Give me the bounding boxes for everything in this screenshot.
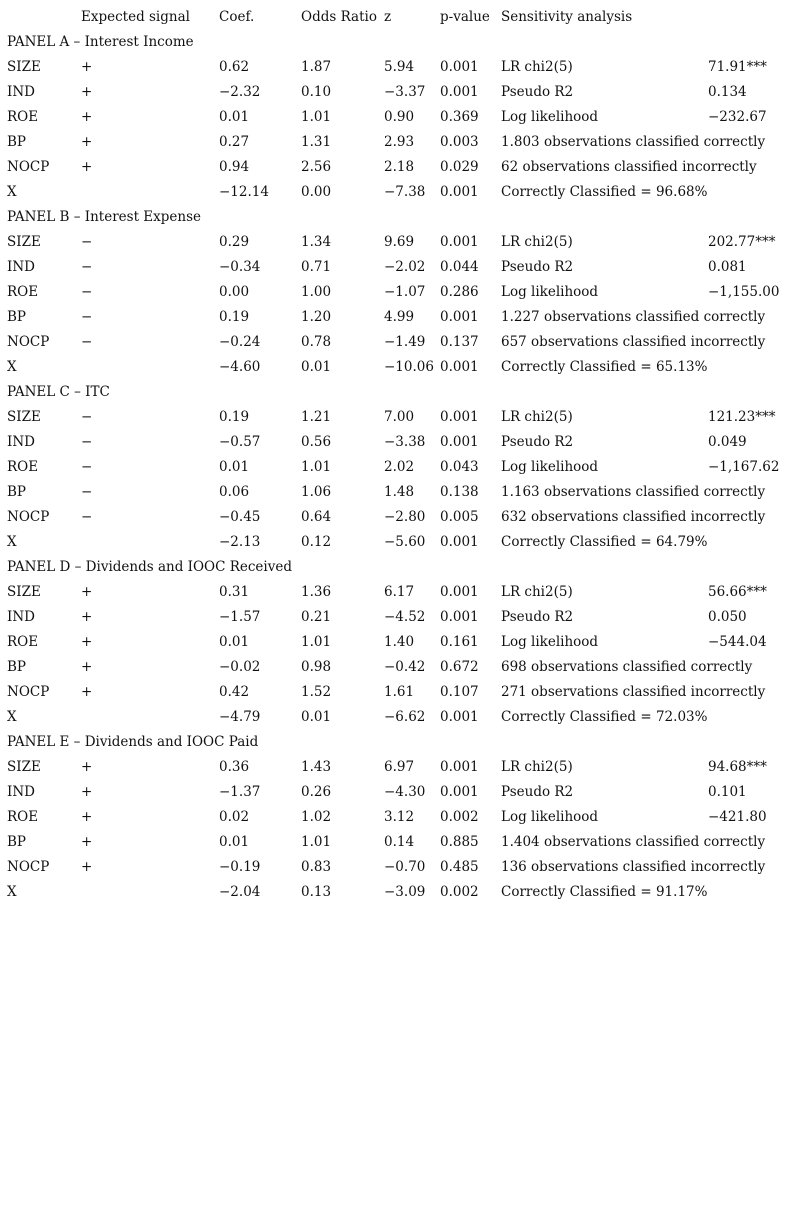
expected-signal-cell: −	[81, 259, 93, 275]
sensitivity-value-cell: −544.04	[708, 634, 767, 650]
variable-cell: IND	[7, 84, 35, 100]
p-value-cell: 0.369	[440, 109, 479, 125]
p-value-cell: 0.043	[440, 459, 479, 475]
sensitivity-label-cell: Log likelihood	[501, 634, 599, 650]
sensitivity-value-cell: 202.77***	[708, 234, 776, 250]
z-cell: −0.42	[384, 659, 426, 675]
odds-ratio-cell: 0.12	[301, 534, 332, 550]
header-z: z	[384, 9, 392, 25]
odds-ratio-cell: 0.01	[301, 709, 332, 725]
coef-cell: 0.62	[219, 59, 250, 75]
z-cell: 2.93	[384, 134, 415, 150]
sensitivity-label-cell: LR chi2(5)	[501, 59, 573, 75]
sensitivity-value-cell: −1,155.00	[708, 284, 780, 300]
panel-title-row	[0, 555, 786, 580]
expected-signal-cell: +	[81, 834, 93, 850]
p-value-cell: 0.001	[440, 609, 479, 625]
p-value-cell: 0.001	[440, 184, 479, 200]
header-sensitivity-analysis: Sensitivity analysis	[501, 9, 633, 25]
sensitivity-label-cell: 1.803 observations classified correctly	[501, 134, 766, 150]
p-value-cell: 0.001	[440, 359, 479, 375]
coef-cell: −1.37	[219, 784, 261, 800]
sensitivity-label-cell: Log likelihood	[501, 459, 599, 475]
expected-signal-cell: −	[81, 509, 93, 525]
variable-cell: BP	[7, 309, 27, 325]
expected-signal-cell: +	[81, 809, 93, 825]
p-value-cell: 0.001	[440, 584, 479, 600]
panel-title-row	[0, 380, 786, 405]
table-row	[0, 405, 786, 430]
p-value-cell: 0.001	[440, 409, 479, 425]
odds-ratio-cell: 1.02	[301, 809, 332, 825]
table-row	[0, 305, 786, 330]
expected-signal-cell: +	[81, 584, 93, 600]
expected-signal-cell: +	[81, 859, 93, 875]
table-row	[0, 105, 786, 130]
z-cell: 1.40	[384, 634, 415, 650]
sensitivity-label-cell: Pseudo R2	[501, 434, 574, 450]
expected-signal-cell: +	[81, 609, 93, 625]
sensitivity-value-cell: −1,167.62	[708, 459, 780, 475]
sensitivity-value-cell: 121.23***	[708, 409, 776, 425]
variable-cell: SIZE	[7, 584, 41, 600]
header-expected-signal: Expected signal	[81, 9, 190, 25]
odds-ratio-cell: 1.20	[301, 309, 332, 325]
z-cell: 9.69	[384, 234, 415, 250]
variable-cell: BP	[7, 659, 27, 675]
odds-ratio-cell: 1.52	[301, 684, 332, 700]
variable-cell: BP	[7, 834, 27, 850]
sensitivity-label-cell: 657 observations classified incorrectly	[501, 334, 766, 350]
variable-cell: IND	[7, 259, 35, 275]
odds-ratio-cell: 1.36	[301, 584, 332, 600]
coef-cell: 0.01	[219, 634, 250, 650]
coef-cell: 0.01	[219, 834, 250, 850]
z-cell: −1.07	[384, 284, 426, 300]
p-value-cell: 0.161	[440, 634, 479, 650]
odds-ratio-cell: 0.13	[301, 884, 332, 900]
p-value-cell: 0.138	[440, 484, 479, 500]
sensitivity-value-cell: 56.66***	[708, 584, 767, 600]
coef-cell: −0.24	[219, 334, 261, 350]
variable-cell: ROE	[7, 809, 39, 825]
table-row	[0, 80, 786, 105]
table-row	[0, 280, 786, 305]
z-cell: −0.70	[384, 859, 426, 875]
header-odds-ratio: Odds Ratio	[301, 9, 377, 25]
panel-title: PANEL B – Interest Expense	[7, 209, 202, 225]
table-row	[0, 455, 786, 480]
z-cell: −10.06	[384, 359, 434, 375]
coef-cell: −0.45	[219, 509, 261, 525]
table-row	[0, 430, 786, 455]
z-cell: −2.02	[384, 259, 426, 275]
odds-ratio-cell: 1.21	[301, 409, 332, 425]
p-value-cell: 0.044	[440, 259, 479, 275]
p-value-cell: 0.001	[440, 534, 479, 550]
coef-cell: −0.19	[219, 859, 261, 875]
odds-ratio-cell: 0.56	[301, 434, 332, 450]
z-cell: 6.17	[384, 584, 415, 600]
expected-signal-cell: +	[81, 784, 93, 800]
z-cell: −6.62	[384, 709, 426, 725]
sensitivity-value-cell: 94.68***	[708, 759, 767, 775]
sensitivity-value-cell: 0.050	[708, 609, 747, 625]
panel-title-row	[0, 30, 786, 55]
z-cell: 1.48	[384, 484, 415, 500]
panel-title: PANEL C – ITC	[7, 384, 110, 400]
coef-cell: −12.14	[219, 184, 269, 200]
expected-signal-cell: −	[81, 409, 93, 425]
expected-signal-cell: −	[81, 284, 93, 300]
coef-cell: 0.36	[219, 759, 250, 775]
sensitivity-value-cell: −232.67	[708, 109, 767, 125]
odds-ratio-cell: 1.01	[301, 109, 332, 125]
odds-ratio-cell: 0.78	[301, 334, 332, 350]
variable-cell: X	[7, 884, 17, 900]
variable-cell: BP	[7, 134, 27, 150]
p-value-cell: 0.001	[440, 434, 479, 450]
sensitivity-label-cell: Log likelihood	[501, 284, 599, 300]
p-value-cell: 0.286	[440, 284, 479, 300]
odds-ratio-cell: 0.01	[301, 359, 332, 375]
expected-signal-cell: +	[81, 159, 93, 175]
sensitivity-label-cell: 1.227 observations classified correctly	[501, 309, 766, 325]
variable-cell: SIZE	[7, 409, 41, 425]
p-value-cell: 0.001	[440, 759, 479, 775]
table-row	[0, 680, 786, 705]
sensitivity-label-cell: Correctly Classified = 91.17%	[501, 884, 708, 900]
panel-title-row	[0, 730, 786, 755]
p-value-cell: 0.885	[440, 834, 479, 850]
header-coef: Coef.	[219, 9, 255, 25]
sensitivity-label-cell: 1.404 observations classified correctly	[501, 834, 766, 850]
expected-signal-cell: +	[81, 109, 93, 125]
z-cell: 2.18	[384, 159, 415, 175]
coef-cell: 0.94	[219, 159, 250, 175]
sensitivity-value-cell: 71.91***	[708, 59, 767, 75]
coef-cell: −2.32	[219, 84, 261, 100]
variable-cell: IND	[7, 784, 35, 800]
variable-cell: SIZE	[7, 59, 41, 75]
expected-signal-cell: +	[81, 684, 93, 700]
z-cell: −4.52	[384, 609, 426, 625]
odds-ratio-cell: 0.71	[301, 259, 332, 275]
sensitivity-label-cell: Pseudo R2	[501, 784, 574, 800]
sensitivity-label-cell: 1.163 observations classified correctly	[501, 484, 766, 500]
odds-ratio-cell: 0.64	[301, 509, 332, 525]
p-value-cell: 0.001	[440, 84, 479, 100]
p-value-cell: 0.672	[440, 659, 479, 675]
table-row	[0, 755, 786, 780]
table-row	[0, 480, 786, 505]
odds-ratio-cell: 0.98	[301, 659, 332, 675]
z-cell: 4.99	[384, 309, 415, 325]
coef-cell: −2.13	[219, 534, 261, 550]
coef-cell: 0.01	[219, 459, 250, 475]
p-value-cell: 0.002	[440, 884, 479, 900]
table-row	[0, 655, 786, 680]
table-row	[0, 505, 786, 530]
table-row	[0, 355, 786, 380]
expected-signal-cell: −	[81, 334, 93, 350]
table-row	[0, 130, 786, 155]
coef-cell: −0.02	[219, 659, 261, 675]
sensitivity-label-cell: Log likelihood	[501, 809, 599, 825]
coef-cell: −2.04	[219, 884, 261, 900]
variable-cell: X	[7, 359, 17, 375]
z-cell: 0.14	[384, 834, 415, 850]
odds-ratio-cell: 1.01	[301, 634, 332, 650]
sensitivity-label-cell: Log likelihood	[501, 109, 599, 125]
odds-ratio-cell: 1.01	[301, 834, 332, 850]
variable-cell: NOCP	[7, 684, 50, 700]
variable-cell: ROE	[7, 109, 39, 125]
sensitivity-value-cell: 0.101	[708, 784, 747, 800]
p-value-cell: 0.001	[440, 59, 479, 75]
sensitivity-label-cell: Correctly Classified = 96.68%	[501, 184, 708, 200]
p-value-cell: 0.002	[440, 809, 479, 825]
panel-title-row	[0, 205, 786, 230]
p-value-cell: 0.003	[440, 134, 479, 150]
table-row	[0, 180, 786, 205]
p-value-cell: 0.005	[440, 509, 479, 525]
table-row	[0, 530, 786, 555]
odds-ratio-cell: 1.87	[301, 59, 332, 75]
odds-ratio-cell: 1.01	[301, 459, 332, 475]
z-cell: 3.12	[384, 809, 415, 825]
odds-ratio-cell: 0.83	[301, 859, 332, 875]
variable-cell: NOCP	[7, 159, 50, 175]
sensitivity-label-cell: 62 observations classified incorrectly	[501, 159, 757, 175]
sensitivity-label-cell: 698 observations classified correctly	[501, 659, 753, 675]
coef-cell: 0.31	[219, 584, 250, 600]
sensitivity-label-cell: 271 observations classified incorrectly	[501, 684, 766, 700]
expected-signal-cell: +	[81, 84, 93, 100]
coef-cell: 0.01	[219, 109, 250, 125]
sensitivity-label-cell: Pseudo R2	[501, 609, 574, 625]
variable-cell: ROE	[7, 634, 39, 650]
z-cell: 7.00	[384, 409, 415, 425]
variable-cell: NOCP	[7, 859, 50, 875]
sensitivity-label-cell: Pseudo R2	[501, 259, 574, 275]
coef-cell: 0.19	[219, 409, 250, 425]
header-row	[0, 5, 786, 30]
table-row	[0, 55, 786, 80]
table-row	[0, 230, 786, 255]
sensitivity-label-cell: Correctly Classified = 72.03%	[501, 709, 708, 725]
variable-cell: NOCP	[7, 334, 50, 350]
variable-cell: X	[7, 184, 17, 200]
z-cell: 5.94	[384, 59, 415, 75]
sensitivity-label-cell: Correctly Classified = 64.79%	[501, 534, 708, 550]
p-value-cell: 0.029	[440, 159, 479, 175]
z-cell: 6.97	[384, 759, 415, 775]
coef-cell: 0.02	[219, 809, 250, 825]
coef-cell: 0.06	[219, 484, 250, 500]
z-cell: −3.09	[384, 884, 426, 900]
z-cell: −3.38	[384, 434, 426, 450]
p-value-cell: 0.001	[440, 309, 479, 325]
z-cell: −1.49	[384, 334, 426, 350]
coef-cell: 0.29	[219, 234, 250, 250]
variable-cell: ROE	[7, 459, 39, 475]
sensitivity-value-cell: −421.80	[708, 809, 767, 825]
p-value-cell: 0.485	[440, 859, 479, 875]
sensitivity-label-cell: LR chi2(5)	[501, 409, 573, 425]
table-row	[0, 155, 786, 180]
coef-cell: −0.34	[219, 259, 261, 275]
expected-signal-cell: +	[81, 759, 93, 775]
sensitivity-value-cell: 0.081	[708, 259, 747, 275]
table-row	[0, 330, 786, 355]
panel-title: PANEL E – Dividends and IOOC Paid	[7, 734, 259, 750]
variable-cell: SIZE	[7, 759, 41, 775]
sensitivity-label-cell: LR chi2(5)	[501, 234, 573, 250]
coef-cell: 0.00	[219, 284, 250, 300]
expected-signal-cell: −	[81, 434, 93, 450]
variable-cell: X	[7, 534, 17, 550]
header-p-value: p-value	[440, 9, 490, 25]
table-row	[0, 880, 786, 905]
sensitivity-label-cell: LR chi2(5)	[501, 584, 573, 600]
sensitivity-value-cell: 0.134	[708, 84, 747, 100]
table-row	[0, 705, 786, 730]
variable-cell: SIZE	[7, 234, 41, 250]
coef-cell: 0.27	[219, 134, 250, 150]
expected-signal-cell: −	[81, 234, 93, 250]
sensitivity-label-cell: LR chi2(5)	[501, 759, 573, 775]
coef-cell: −4.60	[219, 359, 261, 375]
panel-title: PANEL D – Dividends and IOOC Received	[7, 559, 292, 575]
z-cell: −5.60	[384, 534, 426, 550]
z-cell: −7.38	[384, 184, 426, 200]
table-row	[0, 780, 786, 805]
odds-ratio-cell: 1.43	[301, 759, 332, 775]
sensitivity-label-cell: Correctly Classified = 65.13%	[501, 359, 708, 375]
p-value-cell: 0.137	[440, 334, 479, 350]
variable-cell: X	[7, 709, 17, 725]
expected-signal-cell: +	[81, 659, 93, 675]
odds-ratio-cell: 1.31	[301, 134, 332, 150]
regression-table	[0, 5, 786, 905]
odds-ratio-cell: 1.00	[301, 284, 332, 300]
expected-signal-cell: +	[81, 59, 93, 75]
table-row	[0, 805, 786, 830]
expected-signal-cell: +	[81, 634, 93, 650]
odds-ratio-cell: 1.34	[301, 234, 332, 250]
expected-signal-cell: −	[81, 459, 93, 475]
sensitivity-label-cell: 136 observations classified incorrectly	[501, 859, 766, 875]
p-value-cell: 0.001	[440, 234, 479, 250]
table-body	[0, 30, 786, 905]
sensitivity-value-cell: 0.049	[708, 434, 747, 450]
sensitivity-label-cell: 632 observations classified incorrectly	[501, 509, 766, 525]
z-cell: −3.37	[384, 84, 426, 100]
coef-cell: −4.79	[219, 709, 261, 725]
odds-ratio-cell: 0.00	[301, 184, 332, 200]
table-row	[0, 830, 786, 855]
z-cell: 1.61	[384, 684, 415, 700]
coef-cell: −0.57	[219, 434, 261, 450]
variable-cell: BP	[7, 484, 27, 500]
odds-ratio-cell: 0.21	[301, 609, 332, 625]
variable-cell: IND	[7, 609, 35, 625]
p-value-cell: 0.107	[440, 684, 479, 700]
table-row	[0, 255, 786, 280]
table-row	[0, 855, 786, 880]
variable-cell: NOCP	[7, 509, 50, 525]
coef-cell: −1.57	[219, 609, 261, 625]
z-cell: 2.02	[384, 459, 415, 475]
panel-title: PANEL A – Interest Income	[7, 34, 194, 50]
p-value-cell: 0.001	[440, 709, 479, 725]
odds-ratio-cell: 1.06	[301, 484, 332, 500]
odds-ratio-cell: 2.56	[301, 159, 332, 175]
coef-cell: 0.19	[219, 309, 250, 325]
z-cell: −4.30	[384, 784, 426, 800]
table-row	[0, 605, 786, 630]
expected-signal-cell: −	[81, 484, 93, 500]
coef-cell: 0.42	[219, 684, 250, 700]
sensitivity-label-cell: Pseudo R2	[501, 84, 574, 100]
odds-ratio-cell: 0.10	[301, 84, 332, 100]
table-row	[0, 630, 786, 655]
table-row	[0, 580, 786, 605]
expected-signal-cell: −	[81, 309, 93, 325]
variable-cell: ROE	[7, 284, 39, 300]
expected-signal-cell: +	[81, 134, 93, 150]
z-cell: 0.90	[384, 109, 415, 125]
z-cell: −2.80	[384, 509, 426, 525]
odds-ratio-cell: 0.26	[301, 784, 332, 800]
p-value-cell: 0.001	[440, 784, 479, 800]
variable-cell: IND	[7, 434, 35, 450]
